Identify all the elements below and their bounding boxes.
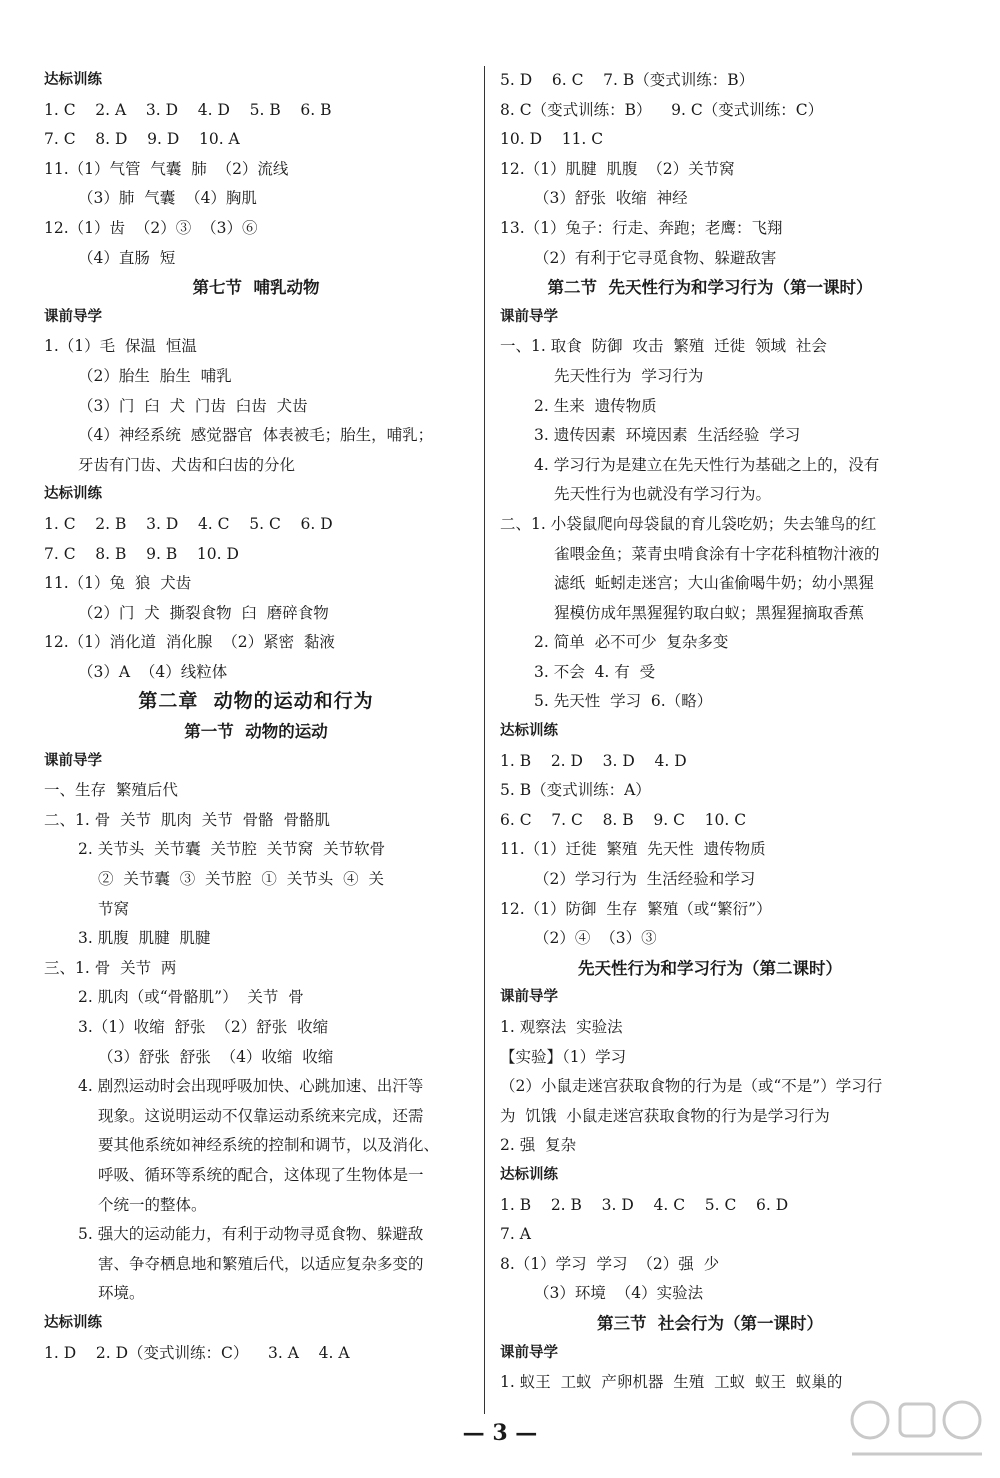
answer-line-indent: 要其他系统如神经系统的控制和调节，以及消化、 — [98, 1136, 440, 1155]
answer-line-indent: 现象。这说明运动不仅靠运动系统来完成，还需 — [98, 1106, 424, 1125]
answer-line-indent: 先天性行为 学习行为 — [554, 366, 704, 385]
answer-line-indent: 2. 肌肉（或“骨骼肌”） 关节 骨 — [78, 988, 304, 1007]
answer-line: 7. C 8. B 9. B 10. D — [44, 544, 239, 563]
answer-line: 6. C 7. C 8. B 9. C 10. C — [500, 810, 747, 829]
section-heading: 达标训练 — [44, 72, 102, 88]
answer-line: 【实验】（1）学习 — [500, 1047, 627, 1066]
answer-line-indent: 滤纸 蚯蚓走迷宫；大山雀偷喝牛奶；幼小黑猩 — [554, 574, 874, 593]
answer-line: （2）小鼠走迷宫获取食物的行为是（或“不是”）学习行 — [500, 1077, 883, 1096]
answer-line-indent: （4）直肠 短 — [78, 248, 176, 267]
answer-line-indent: ② 关节囊 ③ 关节腔 ① 关节头 ④ 关 — [98, 870, 384, 889]
answer-line: 7. A — [500, 1225, 531, 1244]
answer-line-indent: 4. 剧烈运动时会出现呼吸加快、心跳加速、出汗等 — [78, 1077, 424, 1096]
answer-line-indent: 个统一的整体。 — [98, 1195, 207, 1214]
answer-line-indent: 2. 生来 遗传物质 — [534, 396, 657, 415]
section-heading: 课前导学 — [500, 1344, 558, 1361]
page-number: — 3 — — [462, 1420, 538, 1446]
answer-line-indent: （2）学习行为 生活经验和学习 — [534, 870, 756, 889]
answer-line: 13.（1）兔子：行走、奔跑；老鹰：飞翔 — [500, 218, 783, 237]
section-heading: 课前导学 — [44, 752, 102, 769]
answer-line-indent: 节窝 — [98, 899, 130, 918]
column-divider — [484, 66, 485, 1414]
answer-line: 二、1. 小袋鼠爬向母袋鼠的育儿袋吃奶；失去雏鸟的红 — [500, 514, 877, 533]
answer-line: 5. B（变式训练：A） — [500, 781, 651, 800]
answer-line: 11.（1）气管 气囊 肺 （2）流线 — [44, 159, 289, 178]
answer-line-indent: 呼吸、循环等系统的配合，这体现了生物体是一 — [98, 1165, 424, 1184]
answer-line: 12.（1）防御 生存 繁殖（或“繁衍”） — [500, 899, 772, 918]
section-title: 第三节 社会行为（第一课时） — [597, 1313, 823, 1333]
answer-line-indent: （3）肺 气囊 （4）胸肌 — [78, 189, 257, 208]
answer-line: 二、1. 骨 关节 肌肉 关节 骨骼 骨骼肌 — [44, 810, 330, 829]
answer-line-indent: （3）舒张 舒张 （4）收缩 收缩 — [98, 1047, 334, 1066]
answer-line: 7. C 8. D 9. D 10. A — [44, 130, 240, 149]
answer-line-indent: 3. 不会 4. 有 受 — [534, 662, 656, 681]
answer-line: 11.（1）迁徙 繁殖 先天性 遗传物质 — [500, 840, 766, 859]
answer-line-indent: 5. 强大的运动能力，有利于动物寻觅食物、躲避敌 — [78, 1225, 424, 1244]
answer-line: 2. 强 复杂 — [500, 1136, 577, 1155]
section-heading: 达标训练 — [44, 486, 102, 503]
watermark-logo-icon — [842, 1390, 992, 1470]
answer-line: 1. B 2. D 3. D 4. D — [500, 751, 687, 770]
answer-line: 一、1. 取食 防御 攻击 繁殖 迁徙 领域 社会 — [500, 337, 827, 356]
section-heading: 达标训练 — [500, 1166, 558, 1183]
answer-line: 1. B 2. B 3. D 4. C 5. C 6. D — [500, 1195, 789, 1214]
section-title: 第一节 动物的运动 — [184, 722, 328, 742]
answer-line-indent: （3）门 臼 犬 门齿 臼齿 犬齿 — [78, 396, 308, 415]
section-title: 第二节 先天性行为和学习行为（第一课时） — [547, 278, 873, 298]
section-title: 先天性行为和学习行为（第二课时） — [578, 958, 842, 978]
answer-line-indent: 环境。 — [98, 1284, 145, 1303]
answer-line-indent: 2. 关节头 关节囊 关节腔 关节窝 关节软骨 — [78, 840, 386, 859]
answer-line: 8. C（变式训练：B） 9. C（变式训练：C） — [500, 100, 824, 119]
answer-line-indent: （3）舒张 收缩 神经 — [534, 189, 688, 208]
answer-line-indent: 3. 遗传因素 环境因素 生活经验 学习 — [534, 426, 801, 445]
answer-line: 12.（1）肌腱 肌腹 （2）关节窝 — [500, 159, 735, 178]
answer-line-indent: 2. 简单 必不可少 复杂多变 — [534, 633, 729, 652]
section-heading: 课前导学 — [500, 989, 558, 1006]
answer-line-indent: 3. 肌腹 肌腱 肌腱 — [78, 929, 211, 948]
answer-line: 11.（1）兔 狼 犬齿 — [44, 574, 192, 593]
answer-line-indent: 牙齿有门齿、犬齿和臼齿的分化 — [78, 455, 296, 474]
answer-line-indent: 3.（1）收缩 舒张 （2）舒张 收缩 — [78, 1018, 329, 1036]
section-title: 第七节 哺乳动物 — [192, 278, 320, 298]
answer-line-indent: （4）神经系统 感觉器官 体表被毛；胎生，哺乳； — [78, 426, 434, 445]
answer-line: 1. 观察法 实验法 — [500, 1018, 623, 1036]
answer-line-indent: 害、争夺栖息地和繁殖后代，以适应复杂多变的 — [98, 1254, 424, 1273]
answer-line: 1. D 2. D（变式训练：C） 3. A 4. A — [44, 1343, 350, 1362]
answer-line-indent: 先天性行为也就没有学习行为。 — [554, 485, 772, 504]
answer-line: 1. C 2. A 3. D 4. D 5. B 6. B — [44, 100, 332, 119]
answer-line: 一、生存 繁殖后代 — [44, 781, 178, 800]
section-heading: 达标训练 — [44, 1314, 102, 1331]
section-heading: 达标训练 — [500, 723, 558, 740]
answer-line-indent: 猩模仿成年黑猩猩钓取白蚁；黑猩猩摘取香蕉 — [554, 603, 865, 622]
answer-line-indent: （3）A （4）线粒体 — [78, 662, 228, 681]
answer-line: 为 饥饿 小鼠走迷宫获取食物的行为是学习行为 — [500, 1106, 830, 1125]
answer-line-indent: 4. 学习行为是建立在先天性行为基础之上的，没有 — [534, 455, 880, 474]
answer-line: 5. D 6. C 7. B（变式训练：B） — [500, 71, 755, 89]
right-column — [500, 66, 920, 1398]
answer-line-indent: （2）门 犬 撕裂食物 臼 磨碎食物 — [78, 603, 329, 622]
answer-line: 10. D 11. C — [500, 130, 604, 149]
answer-line-indent: （3）环境 （4）实验法 — [534, 1284, 704, 1303]
answer-line: 三、1. 骨 关节 两 — [44, 958, 177, 977]
answer-line-indent: （2）有利于它寻觅食物、躲避敌害 — [534, 248, 777, 267]
answer-line-indent: 雀喂金鱼；菜青虫啃食涂有十字花科植物汁液的 — [554, 544, 880, 563]
answer-line: 1. C 2. B 3. D 4. C 5. C 6. D — [44, 514, 333, 533]
section-heading: 课前导学 — [500, 308, 558, 325]
answer-line: 12.（1）消化道 消化腺 （2）紧密 黏液 — [44, 633, 335, 652]
answer-line: 12.（1）齿 （2）③ （3）⑥ — [44, 218, 258, 237]
answer-line: 1. 蚁王 工蚁 产卵机器 生殖 工蚁 蚁王 蚁巢的 — [500, 1373, 843, 1392]
answer-line-indent: （2）胎生 胎生 哺乳 — [78, 366, 232, 385]
left-column — [44, 66, 468, 1368]
answer-line-indent: （2）④ （3）③ — [534, 929, 657, 948]
chapter-title: 第二章 动物的运动和行为 — [138, 690, 374, 713]
answer-line-indent: 5. 先天性 学习 6.（略） — [534, 692, 713, 711]
answer-line: 1.（1）毛 保温 恒温 — [44, 337, 197, 356]
answer-line: 8.（1）学习 学习 （2）强 少 — [500, 1254, 720, 1273]
section-heading: 课前导学 — [44, 308, 102, 325]
